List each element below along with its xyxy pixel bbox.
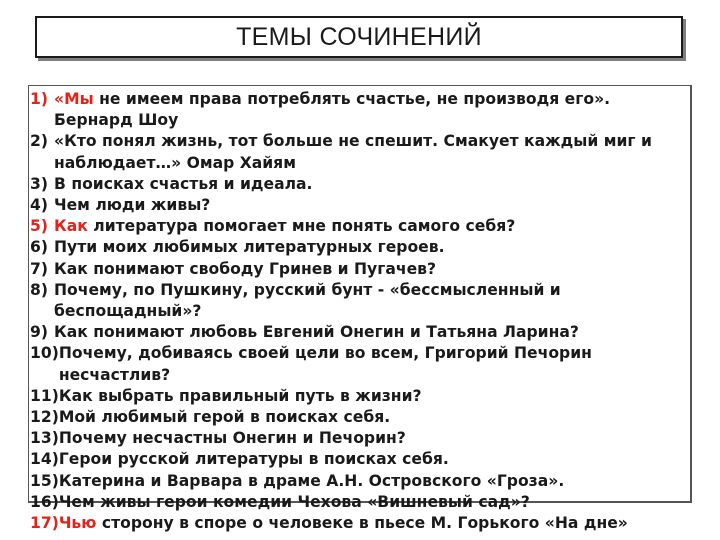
topic-number: 11) — [30, 386, 59, 405]
topic-highlight-word: Чью — [58, 514, 97, 533]
topic-item — [30, 343, 715, 385]
topic-text — [54, 237, 445, 258]
topic-number: 12) — [30, 408, 59, 427]
topic-number: 2) — [30, 132, 48, 151]
topic-item — [30, 449, 715, 470]
topic-text — [59, 471, 564, 492]
topic-item — [30, 407, 715, 428]
topic-number: 3) — [30, 174, 48, 193]
topic-number: 14) — [30, 450, 59, 469]
topic-number: 17) — [30, 514, 59, 533]
topic-text — [54, 131, 652, 173]
topic-number: 15) — [30, 471, 59, 490]
topic-body: Чем люди живы? — [54, 196, 211, 215]
topic-body: литература помогает мне понять самого себя? — [87, 217, 516, 236]
topic-text — [54, 216, 515, 237]
topic-text — [54, 259, 436, 280]
topic-item — [30, 386, 715, 407]
topic-text — [54, 174, 312, 195]
topic-text — [59, 386, 422, 407]
topic-body: Как понимают любовь Евгений Онегин и Татьяна Ларина? — [54, 323, 579, 342]
topic-item — [30, 492, 715, 513]
topic-item — [30, 322, 715, 343]
topic-body: Почему, по Пушкину, русский бунт - «бессмысленный и беспощадный»? — [54, 280, 561, 321]
topic-text — [54, 280, 561, 322]
topic-item — [30, 428, 715, 449]
topic-body: не имеем права потреблять счастье, не производя его». Бернард Шоу — [54, 90, 611, 130]
topic-body: Катерина и Варвара в драме А.Н. Островского «Гроза». — [58, 471, 565, 490]
topic-body: «Кто понял жизнь, тот больше не спешит. Смакует каждый миг и наблюдает…» Омар Хайям — [54, 132, 652, 172]
topic-body: Пути моих любимых литературных героев. — [54, 238, 445, 257]
topic-body: Герои русской литературы в поисках себя. — [58, 450, 449, 469]
topic-body: Почему, добиваясь своей цели во всем, Григорий Печорин несчастлив? — [58, 344, 592, 384]
topic-item — [30, 131, 715, 173]
topic-body: сторону в споре о человеке в пьесе М. Горького «На дне» — [96, 514, 628, 533]
page-title: ТЕМЫ СОЧИНЕНИЙ — [236, 22, 482, 51]
topic-number: 9) — [30, 323, 48, 342]
topic-body: В поисках счастья и идеала. — [54, 174, 313, 193]
topic-text — [59, 343, 592, 385]
topic-body: Мой любимый герой в поисках себя. — [58, 408, 391, 427]
topic-item — [30, 216, 715, 237]
topic-number: 7) — [30, 259, 48, 278]
topic-number: 1) — [30, 90, 48, 108]
topic-item — [30, 280, 715, 322]
topic-body: Как выбрать правильный путь в жизни? — [58, 386, 422, 405]
topic-item — [30, 174, 715, 195]
topics-list — [30, 89, 715, 534]
topic-text — [59, 513, 628, 534]
title-box — [35, 16, 683, 58]
topic-text — [54, 89, 610, 131]
topic-text — [59, 407, 390, 428]
topic-highlight-word: Как — [54, 217, 88, 236]
topic-number: 13) — [30, 429, 59, 448]
topic-number: 8) — [30, 280, 48, 299]
topic-item — [30, 89, 715, 131]
topic-item — [30, 259, 715, 280]
topic-item — [30, 195, 715, 216]
topic-item — [30, 513, 715, 534]
topic-text — [59, 428, 406, 449]
topic-text — [54, 195, 210, 216]
topic-body: Как понимают свободу Гринев и Пугачев? — [54, 259, 437, 278]
topic-body: Почему несчастны Онегин и Печорин? — [58, 429, 406, 448]
topic-number: 10) — [30, 344, 59, 363]
topic-body: Чем живы герои комедии Чехова «Вишневый сад»? — [58, 492, 530, 511]
topic-number: 4) — [30, 196, 48, 215]
topic-text — [59, 492, 530, 513]
topic-number: 5) — [30, 217, 48, 236]
topic-number: 6) — [30, 238, 48, 257]
topic-number: 16) — [30, 492, 59, 511]
topic-text — [59, 449, 449, 470]
topic-item — [30, 471, 715, 492]
topic-highlight-word: «Мы — [54, 90, 94, 108]
topic-item — [30, 237, 715, 258]
topic-text — [54, 322, 579, 343]
